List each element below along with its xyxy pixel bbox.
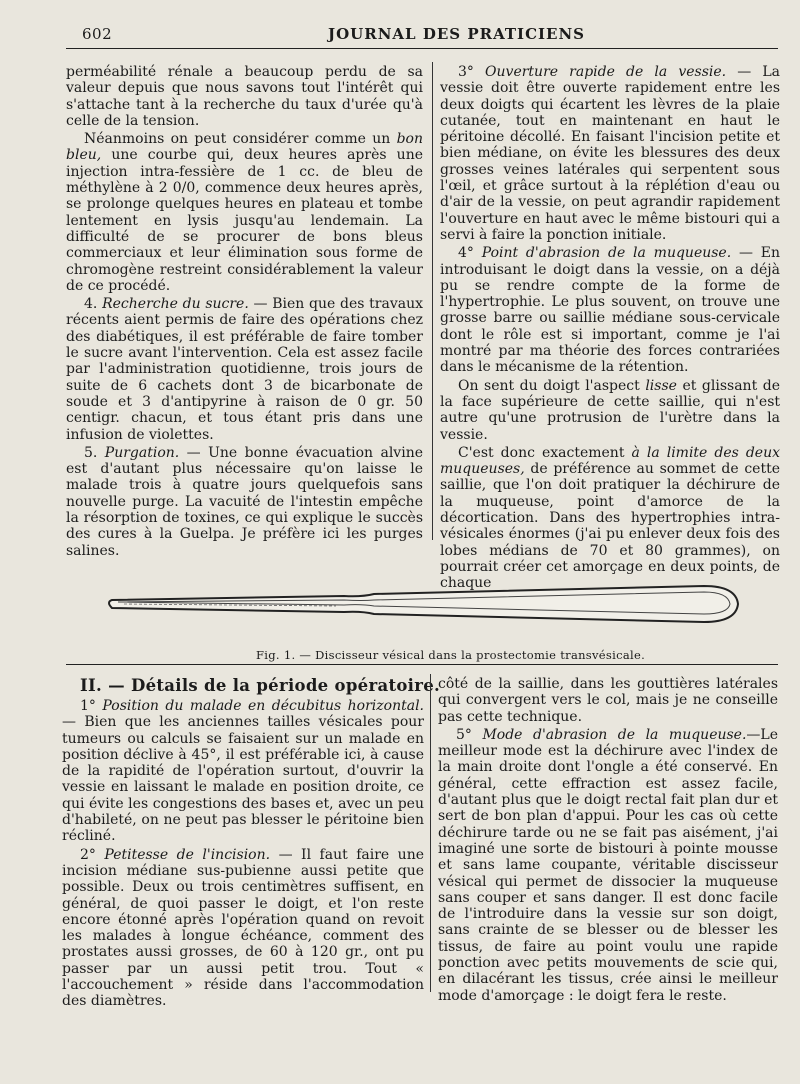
paragraph: perméabilité rénale a beaucoup perdu de sa valeur depuis que nous savons tout l'intérêt qui s'attache tant à la recherche du taux d'urée qu'à celle de la tension. <box>66 64 423 129</box>
page-number: 602 <box>82 25 113 43</box>
paragraph: C'est donc exactement à la limite des deux muqueuses, de préférence au sommet de cette saillie, que l'on doit pratiquer la déchirure de la muqueuse, point d'amorce de la décortication. Dans des hypertrophies intra-vésicales énormes (j'ai pu enlever deux fois des lobes médians de 70 et 80 grammes), on pourrait créer cet amorçage en deux points, de chaque <box>440 444 780 592</box>
header-rule <box>66 48 778 49</box>
paragraph: On sent du doigt l'aspect lisse et glissant de la face supérieure de cette saillie, qui n'est autre qu'une protrusion de l'urètre dans la vessie. <box>440 377 780 443</box>
column-bottom-left <box>62 698 425 1010</box>
paragraph: 5. Purgation. — Une bonne évacuation alvine est d'autant plus nécessaire qu'on laisse le malade trois à quatre jours quelquefois sans nouvelle purge. La vacuité de l'intestin empêche la résorption de toxines, ce qui explique le succès des cures à la Guelpa. Je préfère ici les purges salines. <box>66 444 423 559</box>
figure-caption: Fig. 1. — Discisseur vésical dans la prostectomie transvésicale. <box>256 648 646 662</box>
journal-title: JOURNAL DES PRATICIENS <box>328 25 585 43</box>
column-bottom-right <box>438 676 779 1004</box>
column-divider <box>432 62 433 540</box>
paragraph: Néanmoins on peut considérer comme un bon bleu, une courbe qui, deux heures après une injection intra-fessière de 1 cc. de bleu de méthylène à 2 0/0, commence deux heures après, se prolonge quelques heures en plateau et tombe lentement en lysis jusqu'au lendemain. La difficulté de se procurer de bons bleus commerciaux et leur élimination sous forme de chromogène restreint considérablement la valeur de ce procédé. <box>66 131 423 294</box>
section-rule <box>66 664 778 665</box>
paragraph: 2° Petitesse de l'incision. — Il faut faire une incision médiane sus-pubienne aussi petite que possible. Deux ou trois centimètres suffisent, en général, de quoi passer le doigt, et l'on reste encore étonné après l'opération quand on revoit les malades à longue échéance, comment des prostates aussi grosses, de 60 à 120 gr., ont pu passer par un aussi petit trou. Tout « l'accouchement » réside dans l'accommodation des diamètres. <box>62 846 425 1010</box>
paragraph: 5° Mode d'abrasion de la muqueuse.—Le meilleur mode est la déchirure avec l'index de la main droite dont l'ongle a été conservé. En général, cette effraction est assez facile, d'autant plus que le doigt rectal fait plan dur et sert de bon plan d'appui. Pour les cas où cette déchirure tarde ou ne se fait pas aisément, j'ai imaginé une sorte de bistouri à pointe mousse et sans lame coupante, véritable discisseur vésical qui permet de dissocier la muqueuse sans couper et sans danger. Il est donc facile de l'introduire dans la vessie sur son doigt, sans crainte de se blesser ou de blesser les tissus, de faire au point voulu une rapide ponction avec petits mouvements de scie qui, en dilacérant les tissus, crée ainsi le meilleur mode d'amorçage : le doigt fera le reste. <box>438 726 779 1004</box>
column-divider <box>430 674 431 992</box>
discisseur-instrument-illustration <box>104 578 744 630</box>
paragraph: 3° Ouverture rapide de la vessie. — La vessie doit être ouverte rapidement entre les deux doigts qui écartent les lèvres de la plaie cutanée, tout en maintenant en haut le péritoine décollé. En faisant l'incision petite et bien médiane, on évite les blessures des deux grosses veines latérales qui serpentent sous l'œil, et grâce surtout à la réplétion d'eau ou d'air de la vessie, on peut agrandir rapidement l'ouverture en haut avec le même bistouri qui a servi à faire la ponction initiale. <box>440 64 781 243</box>
paragraph: 1° Position du malade en décubitus horizontal. — Bien que les anciennes tailles vésicales pour tumeurs ou calculs se faisaient sur un malade en position déclive à 45°, il est préférable ici, à cause de la rapidité de l'opération surtout, d'ouvrir la vessie en laissant le malade en position droite, ce qui évite les congestions des bases et, avec un peu d'habileté, on ne peut pas blesser le péritoine bien récliné. <box>62 698 425 845</box>
column-top-right <box>440 64 781 592</box>
paragraph: côté de la saillie, dans les gouttières latérales qui convergent vers le col, mais je ne conseille pas cette technique. <box>438 676 778 725</box>
paragraph: 4. Recherche du sucre. — Bien que des travaux récents aient permis de faire des opérations chez des diabétiques, il est préférable de faire tomber le sucre avant l'intervention. Cela est assez facile par l'administration quotidienne, trois jours de suite de 6 cachets dont 3 de bicarbonate de soude et 3 d'antipyrine à raison de 0 gr. 50 centigr. chacun, et tous étant pris dans une infusion de violettes. <box>66 296 424 443</box>
paragraph: 4° Point d'abrasion de la muqueuse. — En introduisant le doigt dans la vessie, on a déjà pu se rendre compte de la forme de l'hypertrophie. Le plus souvent, on trouve une grosse barre ou saillie médiane sous-cervicale dont le rôle est si important, comme je l'ai montré par ma théorie des forces contrariées dans le mécanisme de la rétention. <box>440 245 781 376</box>
column-top-left <box>66 64 424 559</box>
section-heading: II. — Détails de la période opératoire. <box>80 676 441 695</box>
running-header <box>66 22 766 46</box>
